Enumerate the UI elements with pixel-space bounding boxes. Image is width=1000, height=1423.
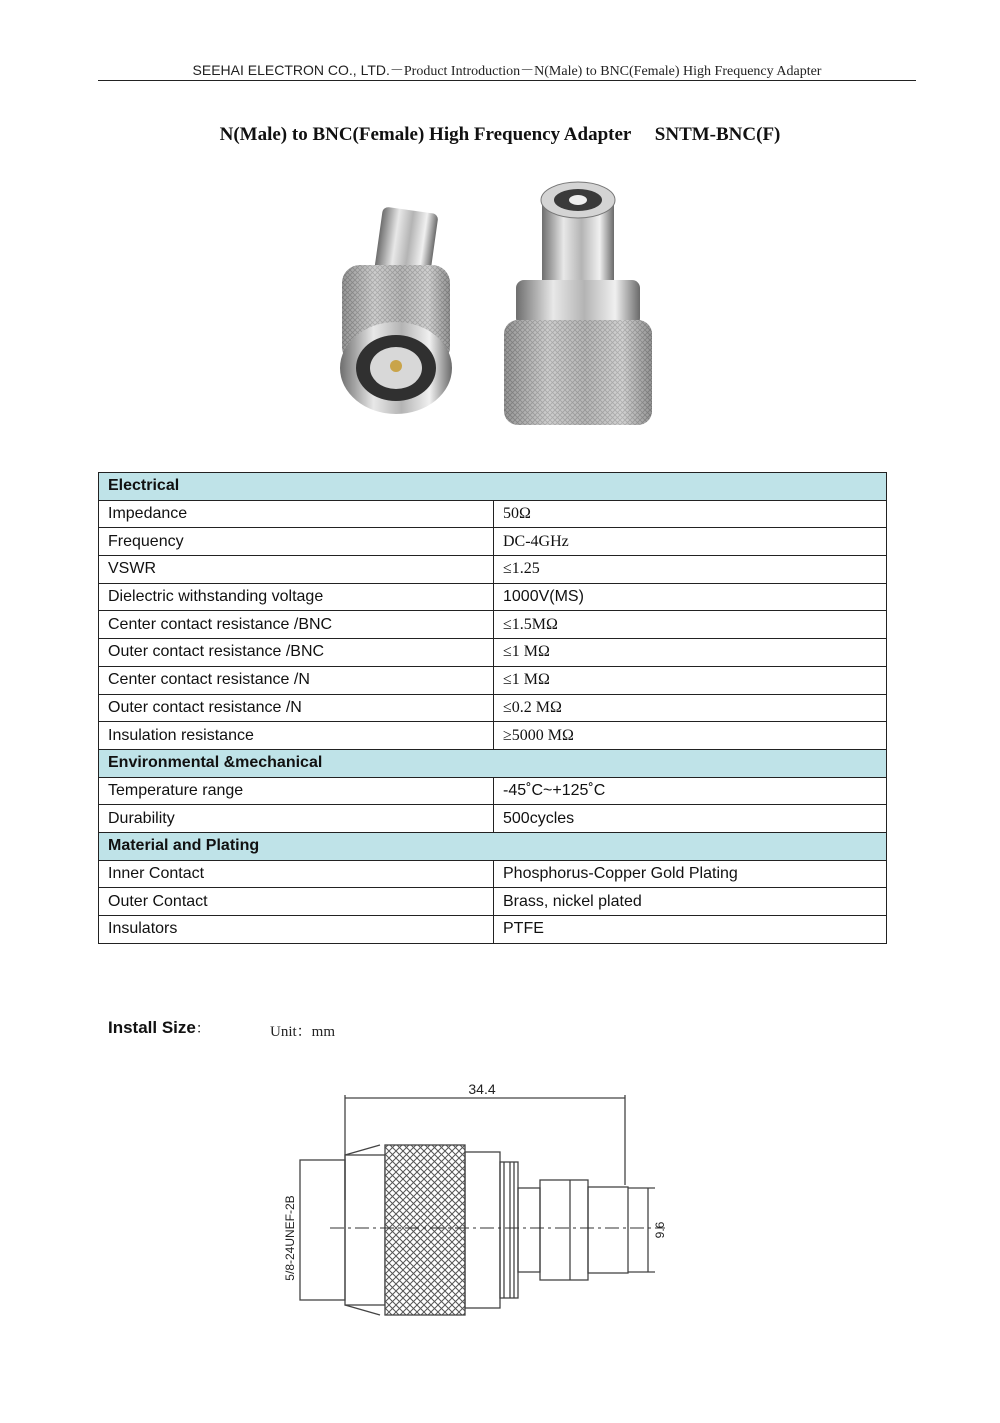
diameter-dimension: 9.6 xyxy=(653,1221,667,1239)
section-row-material xyxy=(99,832,887,860)
table-row xyxy=(99,777,887,805)
table-row xyxy=(99,860,887,888)
table-row xyxy=(99,722,887,750)
table-row xyxy=(99,888,887,916)
header-separator-2: － xyxy=(520,64,535,79)
spec-label: Insulation resistance xyxy=(99,722,494,750)
spec-value: Phosphorus-Copper Gold Plating xyxy=(494,860,887,888)
spec-label: Center contact resistance /N xyxy=(99,666,494,694)
spec-label: Durability xyxy=(99,805,494,833)
spec-label: Inner Contact xyxy=(99,860,494,888)
table-row xyxy=(99,500,887,528)
spec-value: ≤1 MΩ xyxy=(494,666,887,694)
header-product: N(Male) to BNC(Female) High Frequency Adapter xyxy=(534,64,822,79)
section-label: Material and Plating xyxy=(99,832,887,860)
spec-label: Center contact resistance /BNC xyxy=(99,611,494,639)
title-name: N(Male) to BNC(Female) High Frequency Adapter xyxy=(219,124,632,145)
section-label: Electrical xyxy=(99,473,887,501)
install-colon: ： xyxy=(195,1020,210,1036)
install-size-heading xyxy=(108,1018,210,1038)
spec-label: Dielectric withstanding voltage xyxy=(99,583,494,611)
spec-value: Brass, nickel plated xyxy=(494,888,887,916)
table-row xyxy=(99,639,887,667)
page-title xyxy=(0,124,1000,146)
header-company: SEEHAI ELECTRON CO., LTD. xyxy=(192,62,390,78)
section-row-electrical xyxy=(99,473,887,501)
adapter-left xyxy=(340,206,452,414)
table-row xyxy=(99,694,887,722)
table-row xyxy=(99,666,887,694)
table-row xyxy=(99,916,887,944)
section-label: Environmental &mechanical xyxy=(99,749,887,777)
page-header xyxy=(98,60,916,81)
spec-value: DC-4GHz xyxy=(494,528,887,556)
table-row xyxy=(99,583,887,611)
adapter-right xyxy=(504,182,652,425)
spec-value: 1000V(MS) xyxy=(494,583,887,611)
spec-value: 50Ω xyxy=(494,500,887,528)
spec-label: Frequency xyxy=(99,528,494,556)
thread-label: 5/8-24UNEF-2B xyxy=(283,1195,297,1281)
spec-label: VSWR xyxy=(99,556,494,584)
spec-value: ≤0.2 MΩ xyxy=(494,694,887,722)
spec-label: Outer Contact xyxy=(99,888,494,916)
header-separator: － xyxy=(389,64,404,79)
spec-value: 500cycles xyxy=(494,805,887,833)
install-label: Install Size xyxy=(108,1018,196,1037)
unit-label: Unit：mm xyxy=(270,1024,336,1040)
spec-label: Outer contact resistance /N xyxy=(99,694,494,722)
spec-label: Outer contact resistance /BNC xyxy=(99,639,494,667)
title-model: SNTM-BNC(F) xyxy=(654,124,781,145)
spec-value: PTFE xyxy=(494,916,887,944)
section-row-environmental xyxy=(99,749,887,777)
header-section: Product Introduction xyxy=(403,64,521,79)
spec-value: ≤1 MΩ xyxy=(494,639,887,667)
length-dimension: 34.4 xyxy=(468,1081,496,1097)
table-row xyxy=(99,805,887,833)
spec-label: Temperature range xyxy=(99,777,494,805)
spec-value: ≤1.5MΩ xyxy=(494,611,887,639)
spec-table xyxy=(98,472,887,944)
dimension-drawing xyxy=(270,1060,690,1340)
spec-label: Impedance xyxy=(99,500,494,528)
spec-value: ≤1.25 xyxy=(494,556,887,584)
table-row xyxy=(99,611,887,639)
spec-value: ≥5000 MΩ xyxy=(494,722,887,750)
spec-value: -45˚C~+125˚C xyxy=(494,777,887,805)
product-photo xyxy=(320,170,680,440)
table-row xyxy=(99,528,887,556)
spec-label: Insulators xyxy=(99,916,494,944)
table-row xyxy=(99,556,887,584)
